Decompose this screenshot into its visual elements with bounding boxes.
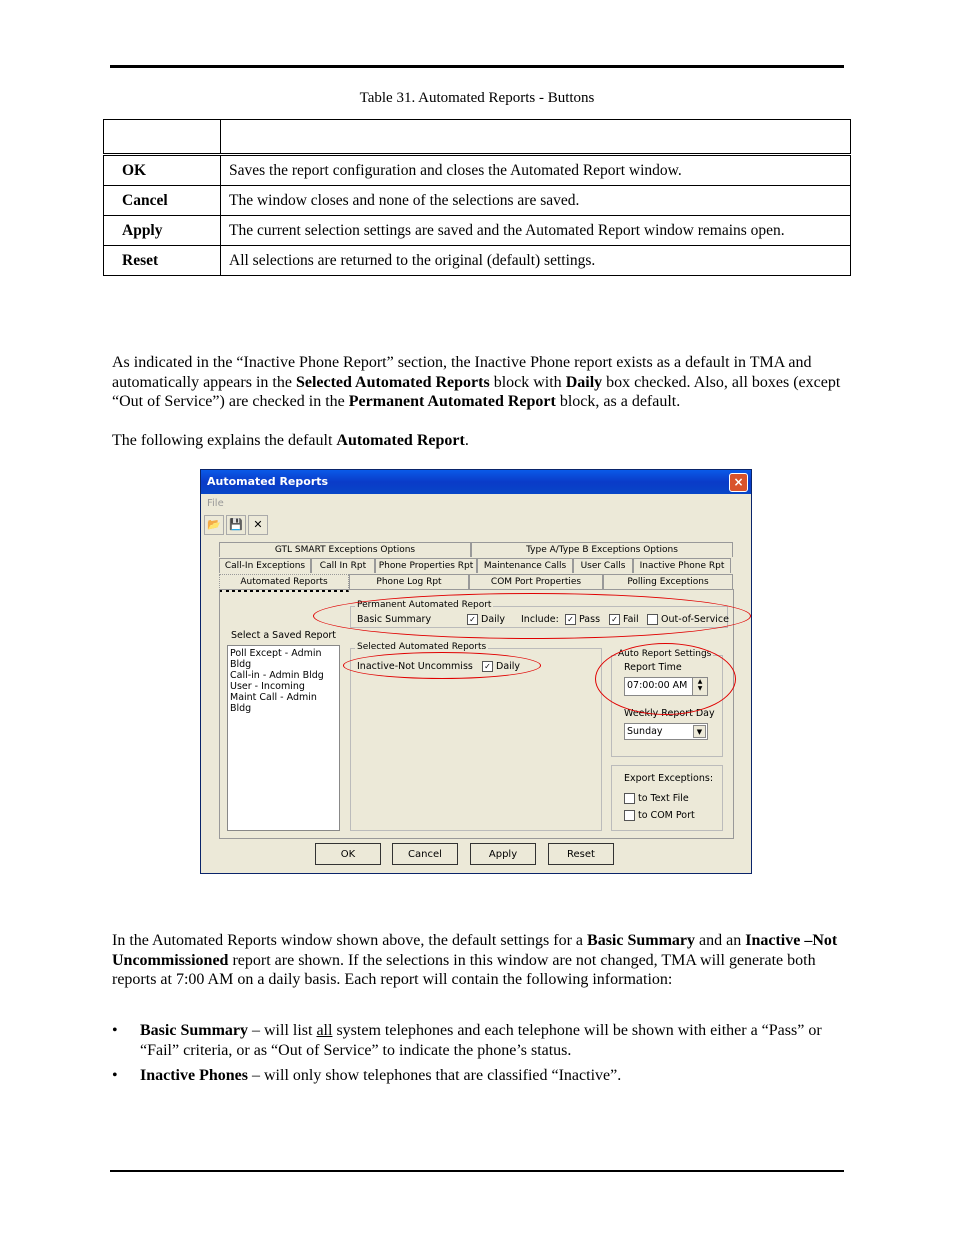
bullet-icon: • <box>112 1022 118 1039</box>
spin-down-icon[interactable]: ▼ <box>697 685 703 692</box>
apply-button[interactable]: Apply <box>470 843 536 865</box>
tab-call-in-rpt[interactable]: Call In Rpt <box>311 558 375 573</box>
defaults-paragraph: In the Automated Reports window shown above, the default settings for a Basic Summary and an Inactive –Not Uncommissioned report are shown. If the selections in this window are not changed, TMA will generate both reports at 7:00 AM on a daily basis. Each report will contain the following information: <box>112 932 838 988</box>
menu-file[interactable]: File <box>207 498 224 509</box>
explain-paragraph: The following explains the default Automated Report. <box>112 432 469 449</box>
window-title: Automated Reports <box>201 470 751 494</box>
include-label: Include: <box>521 614 559 625</box>
selected-reports-group <box>350 642 602 831</box>
check-icon: ✓ <box>565 614 576 625</box>
table-caption: Table 31. Automated Reports - Buttons <box>359 90 595 106</box>
footer-rule <box>110 1170 844 1172</box>
tab-user-calls[interactable]: User Calls <box>573 558 633 573</box>
reset-button[interactable]: Reset <box>548 843 614 865</box>
basic-summary-label: Basic Summary <box>357 614 432 625</box>
permanent-report-title: Permanent Automated Report <box>357 600 492 610</box>
cancel-button[interactable]: Cancel <box>392 843 458 865</box>
tab-gtl-smart[interactable]: GTL SMART Exceptions Options <box>219 542 471 557</box>
table-row <box>104 155 851 186</box>
export-exceptions-group <box>611 765 723 831</box>
permanent-report-group <box>350 600 730 628</box>
weekly-day-label: Weekly Report Day <box>624 708 715 719</box>
com-port-checkbox[interactable]: to COM Port <box>624 810 695 821</box>
row-key: Reset <box>104 246 221 276</box>
tab-polling-exceptions[interactable]: Polling Exceptions <box>603 574 733 589</box>
list-item[interactable]: Maint Call - Admin Bldg <box>230 692 317 714</box>
check-icon: ✓ <box>609 614 620 625</box>
saved-report-list[interactable] <box>227 645 340 831</box>
spin-up-icon[interactable]: ▲ <box>697 678 703 685</box>
permanent-daily-checkbox[interactable]: ✓ Daily <box>467 614 505 625</box>
spin-control[interactable] <box>692 678 707 695</box>
bullet-inactive-phones: • Inactive Phones – will only show telephones that are classified “Inactive”. <box>112 1067 622 1084</box>
weekly-day-select[interactable]: Sunday ▼ <box>624 723 708 740</box>
row-desc: Saves the report configuration and closes the Automated Report window. <box>221 155 851 186</box>
inactive-report-label: Inactive-Not Uncommiss <box>357 661 473 672</box>
save-icon[interactable]: 💾 <box>226 515 246 535</box>
buttons-table <box>103 119 851 276</box>
row-key: OK <box>104 155 221 186</box>
report-time-input[interactable]: 07:00:00 AM ▲ ▼ <box>624 677 708 696</box>
tab-phone-properties[interactable]: Phone Properties Rpt <box>375 558 477 573</box>
auto-settings-title: Auto Report Settings <box>618 649 712 659</box>
row-key: Cancel <box>104 186 221 216</box>
tab-phone-log[interactable]: Phone Log Rpt <box>349 574 469 589</box>
tab-type-ab[interactable]: Type A/Type B Exceptions Options <box>471 542 733 557</box>
table-row <box>104 246 851 276</box>
intro-paragraph: As indicated in the “Inactive Phone Report” section, the Inactive Phone report exists as a default in TMA and automatically appears in the Selected Automated Reports block with Daily box checked. Also, all boxes (except “Out of Service”) are checked in the Permanent Automated Report block, as a default. <box>112 354 841 410</box>
tab-maintenance-calls[interactable]: Maintenance Calls <box>477 558 573 573</box>
bullet-basic-summary: • Basic Summary – will list all system telephones and each telephone will be shown with either a “Pass” or “Fail” criteria, or as “Out of Service” to indicate the phone’s status. <box>112 1022 822 1059</box>
header-rule <box>110 65 844 68</box>
list-item[interactable]: Call-in - Admin Bldg <box>230 670 324 681</box>
chevron-down-icon[interactable]: ▼ <box>693 725 706 738</box>
table-header-row <box>104 120 851 155</box>
export-title: Export Exceptions: <box>624 773 714 784</box>
close-icon[interactable]: × <box>729 473 748 492</box>
report-time-label: Report Time <box>624 662 682 673</box>
check-icon: ✓ <box>467 614 478 625</box>
selected-daily-checkbox[interactable]: ✓ Daily <box>482 661 520 672</box>
table-row <box>104 216 851 246</box>
auto-report-settings-group <box>611 649 723 757</box>
row-desc: The current selection settings are saved and the Automated Report window remains open. <box>221 216 851 246</box>
toolbar <box>204 515 268 535</box>
list-item[interactable]: User - Incoming <box>230 681 305 692</box>
tab-panel <box>219 589 734 839</box>
table-row <box>104 186 851 216</box>
row-desc: All selections are returned to the original (default) settings. <box>221 246 851 276</box>
tab-row-1 <box>219 542 733 557</box>
saved-report-label: Select a Saved Report <box>231 630 337 641</box>
tab-row-2 <box>219 558 731 573</box>
fail-checkbox[interactable]: ✓ Fail <box>609 614 639 625</box>
selected-reports-title: Selected Automated Reports <box>357 642 487 652</box>
check-icon: ✓ <box>482 661 493 672</box>
open-folder-icon[interactable]: 📂 <box>204 515 224 535</box>
pass-checkbox[interactable]: ✓ Pass <box>565 614 600 625</box>
delete-icon[interactable]: ✕ <box>248 515 268 535</box>
list-item[interactable]: Poll Except - Admin Bldg <box>230 648 322 670</box>
text-file-checkbox[interactable]: to Text File <box>624 793 689 804</box>
bullet-icon: • <box>112 1067 118 1084</box>
ok-button[interactable]: OK <box>315 843 381 865</box>
row-key: Apply <box>104 216 221 246</box>
tab-automated-reports[interactable]: Automated Reports <box>219 574 349 592</box>
tab-com-port[interactable]: COM Port Properties <box>469 574 603 589</box>
row-desc: The window closes and none of the selections are saved. <box>221 186 851 216</box>
tab-inactive-phone[interactable]: Inactive Phone Rpt <box>633 558 731 573</box>
tab-call-in-exceptions[interactable]: Call-In Exceptions <box>219 558 311 573</box>
out-of-service-checkbox[interactable]: Out-of-Service <box>647 614 729 625</box>
